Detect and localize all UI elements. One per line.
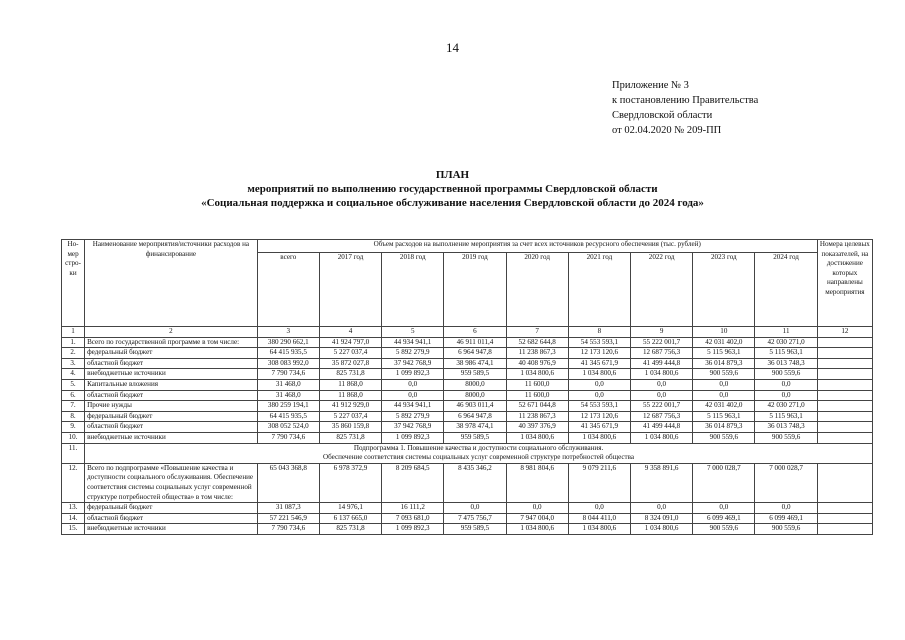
row-value: 44 934 941,1: [382, 337, 444, 348]
row-value: 1 034 800,6: [568, 432, 630, 443]
row-name: областной бюджет: [85, 422, 258, 433]
row-number: 6.: [62, 390, 85, 401]
row-value: 0,0: [755, 390, 817, 401]
row-value: 35 872 027,8: [319, 358, 381, 369]
column-number: 2: [85, 327, 258, 338]
row-value: 46 903 011,4: [444, 401, 506, 412]
row-value: 16 111,2: [382, 503, 444, 514]
subprogram-line: Обеспечение соответствия системы социальных услуг современной структуре потребностей общества: [323, 453, 635, 462]
row-value: 6 137 665,0: [319, 513, 381, 524]
table-row: [62, 432, 873, 443]
row-value: 12 173 120,6: [568, 411, 630, 422]
row-value: 6 978 372,9: [319, 463, 381, 502]
row-value: 959 589,5: [444, 432, 506, 443]
row-value: [817, 432, 872, 443]
row-value: 5 115 963,1: [755, 348, 817, 359]
row-number: 2.: [62, 348, 85, 359]
header-year: 2024 год: [755, 253, 817, 327]
row-value: 8000,0: [444, 390, 506, 401]
subprogram-row: [62, 443, 873, 463]
header-year: 2022 год: [631, 253, 693, 327]
row-value: 0,0: [568, 503, 630, 514]
table-row: [62, 524, 873, 535]
row-value: 31 468,0: [257, 390, 319, 401]
table-row: [62, 348, 873, 359]
row-value: 0,0: [506, 503, 568, 514]
row-value: [817, 411, 872, 422]
row-value: 11 868,0: [319, 379, 381, 390]
row-value: 0,0: [382, 390, 444, 401]
row-name: областной бюджет: [85, 358, 258, 369]
row-value: 7 000 028,7: [755, 463, 817, 502]
row-value: [817, 369, 872, 380]
row-value: 0,0: [755, 503, 817, 514]
row-value: 14 976,1: [319, 503, 381, 514]
header-row-number: Но-мер стро-ки: [62, 240, 85, 327]
row-value: 900 559,6: [693, 369, 755, 380]
row-value: 1 099 892,3: [382, 432, 444, 443]
row-value: 1 034 800,6: [631, 369, 693, 380]
row-value: 0,0: [631, 503, 693, 514]
row-value: 41 345 671,9: [568, 422, 630, 433]
row-value: 7 475 756,7: [444, 513, 506, 524]
row-value: 959 589,5: [444, 369, 506, 380]
row-value: 900 559,6: [755, 369, 817, 380]
row-value: 37 942 768,9: [382, 422, 444, 433]
table-row: [62, 337, 873, 348]
row-name: федеральный бюджет: [85, 348, 258, 359]
row-value: 5 227 037,4: [319, 411, 381, 422]
row-value: 0,0: [568, 379, 630, 390]
row-value: 1 034 800,6: [631, 524, 693, 535]
row-name: областной бюджет: [85, 390, 258, 401]
row-value: 11 600,0: [506, 390, 568, 401]
header-year: 2023 год: [693, 253, 755, 327]
row-value: 0,0: [444, 503, 506, 514]
row-number: 4.: [62, 369, 85, 380]
row-value: 38 986 474,1: [444, 358, 506, 369]
row-value: 7 947 004,0: [506, 513, 568, 524]
column-number: 11: [755, 327, 817, 338]
row-value: 38 978 474,1: [444, 422, 506, 433]
row-value: [817, 503, 872, 514]
row-value: 0,0: [693, 503, 755, 514]
row-value: 36 014 879,3: [693, 422, 755, 433]
row-value: 959 589,5: [444, 524, 506, 535]
row-value: 1 034 800,6: [568, 369, 630, 380]
row-value: 6 964 947,8: [444, 411, 506, 422]
row-value: 40 397 376,9: [506, 422, 568, 433]
row-value: 36 013 748,3: [755, 358, 817, 369]
row-value: 31 468,0: [257, 379, 319, 390]
document-title: [0, 168, 905, 210]
row-value: 9 358 891,6: [631, 463, 693, 502]
row-value: 380 259 194,1: [257, 401, 319, 412]
row-value: 65 043 368,8: [257, 463, 319, 502]
row-value: 7 790 734,6: [257, 524, 319, 535]
row-value: 0,0: [693, 379, 755, 390]
row-value: 0,0: [693, 390, 755, 401]
row-value: 308 052 524,0: [257, 422, 319, 433]
column-number: 12: [817, 327, 872, 338]
row-number: 3.: [62, 358, 85, 369]
row-value: 1 034 800,6: [631, 432, 693, 443]
row-value: 41 924 797,0: [319, 337, 381, 348]
row-name: внебюджетные источники: [85, 369, 258, 380]
row-value: 5 892 279,9: [382, 348, 444, 359]
row-value: 55 222 001,7: [631, 337, 693, 348]
row-value: 52 682 644,8: [506, 337, 568, 348]
row-number: 14.: [62, 513, 85, 524]
row-value: 54 553 593,1: [568, 401, 630, 412]
row-value: 36 014 879,3: [693, 358, 755, 369]
row-value: 40 408 976,9: [506, 358, 568, 369]
table-row: [62, 401, 873, 412]
row-number: 11.: [62, 443, 85, 463]
subprogram-title: [85, 443, 873, 463]
row-value: 42 031 402,0: [693, 337, 755, 348]
header-total: всего: [257, 253, 319, 327]
column-number: 7: [506, 327, 568, 338]
row-value: 0,0: [631, 390, 693, 401]
row-value: [817, 348, 872, 359]
row-value: 36 013 748,3: [755, 422, 817, 433]
header-year: 2019 год: [444, 253, 506, 327]
row-value: 12 687 756,3: [631, 411, 693, 422]
table-row: [62, 422, 873, 433]
row-value: 11 238 867,3: [506, 411, 568, 422]
column-number: 10: [693, 327, 755, 338]
page-number: 14: [446, 40, 459, 55]
row-value: 900 559,6: [693, 524, 755, 535]
row-value: 900 559,6: [693, 432, 755, 443]
row-value: 6 099 469,1: [693, 513, 755, 524]
row-value: 8 209 684,5: [382, 463, 444, 502]
column-number: 8: [568, 327, 630, 338]
row-name: внебюджетные источники: [85, 524, 258, 535]
row-value: 54 553 593,1: [568, 337, 630, 348]
row-value: 41 499 444,8: [631, 358, 693, 369]
row-value: 35 860 159,8: [319, 422, 381, 433]
row-value: 37 942 768,9: [382, 358, 444, 369]
header-year: 2018 год: [382, 253, 444, 327]
row-value: 41 912 929,0: [319, 401, 381, 412]
table-row: [62, 379, 873, 390]
column-number: 4: [319, 327, 381, 338]
row-value: 0,0: [631, 379, 693, 390]
row-value: 11 600,0: [506, 379, 568, 390]
row-value: 8 981 804,6: [506, 463, 568, 502]
row-value: 42 031 402,0: [693, 401, 755, 412]
row-name: внебюджетные источники: [85, 432, 258, 443]
row-value: 12 687 756,3: [631, 348, 693, 359]
table-row: [62, 390, 873, 401]
row-value: 7 000 028,7: [693, 463, 755, 502]
row-number: 7.: [62, 401, 85, 412]
row-value: [817, 422, 872, 433]
table-row: [62, 513, 873, 524]
header-row: [62, 240, 873, 253]
row-value: 7 790 734,6: [257, 432, 319, 443]
row-name: Всего по подпрограмме «Повышение качества и доступности социального обслуживания. Обеспечение соответствия системы социальных услуг современной структуре потребностей общества» в том числе:: [85, 463, 258, 502]
row-value: [817, 513, 872, 524]
appendix-line: Свердловской области: [612, 110, 713, 121]
row-value: 0,0: [568, 390, 630, 401]
subprogram-line: Подпрограмма 1. Повышение качества и доступности социального обслуживания.: [353, 443, 604, 452]
row-value: 42 030 271,0: [755, 401, 817, 412]
row-value: 12 173 120,6: [568, 348, 630, 359]
column-number: 3: [257, 327, 319, 338]
row-value: 1 099 892,3: [382, 369, 444, 380]
table-row: [62, 358, 873, 369]
table-row: [62, 503, 873, 514]
column-number: 5: [382, 327, 444, 338]
row-value: [817, 358, 872, 369]
row-value: 6 099 469,1: [755, 513, 817, 524]
row-value: 5 115 963,1: [693, 348, 755, 359]
row-name: Всего по государственной программе в том числе:: [85, 337, 258, 348]
row-value: 1 034 800,6: [506, 524, 568, 535]
row-value: 380 290 662,1: [257, 337, 319, 348]
row-number: 15.: [62, 524, 85, 535]
column-number: 9: [631, 327, 693, 338]
header-targets: Номера целевых показателей, на достижение которых направлены мероприятия: [817, 240, 872, 327]
header-year: 2020 год: [506, 253, 568, 327]
row-number: 9.: [62, 422, 85, 433]
row-name: областной бюджет: [85, 513, 258, 524]
row-value: 5 227 037,4: [319, 348, 381, 359]
appendix-line: к постановлению Правительства: [612, 95, 759, 106]
row-value: 41 499 444,8: [631, 422, 693, 433]
row-number: 13.: [62, 503, 85, 514]
column-numbers-row: [62, 327, 873, 338]
column-number: 1: [62, 327, 85, 338]
row-value: 5 892 279,9: [382, 411, 444, 422]
row-value: 8 324 091,0: [631, 513, 693, 524]
row-name: федеральный бюджет: [85, 411, 258, 422]
header-year: 2017 год: [319, 253, 381, 327]
title-line: ПЛАН: [435, 169, 470, 181]
row-value: 5 115 963,1: [755, 411, 817, 422]
row-number: 1.: [62, 337, 85, 348]
row-value: 46 911 011,4: [444, 337, 506, 348]
header-name: Наименование мероприятия/источники расходов на финансирование: [85, 240, 258, 327]
row-value: 900 559,6: [755, 432, 817, 443]
row-value: 9 079 211,6: [568, 463, 630, 502]
title-line: «Социальная поддержка и социальное обслуживание населения Свердловской области до 2024 года»: [201, 197, 704, 209]
table-row: [62, 463, 873, 502]
appendix-line: от 02.04.2020 № 209-ПП: [612, 125, 722, 136]
row-value: 825 731,8: [319, 432, 381, 443]
row-value: 7 790 734,6: [257, 369, 319, 380]
row-number: 5.: [62, 379, 85, 390]
row-value: 52 671 044,8: [506, 401, 568, 412]
row-value: 1 034 800,6: [506, 432, 568, 443]
table-row: [62, 369, 873, 380]
row-value: 8000,0: [444, 379, 506, 390]
row-value: [817, 463, 872, 502]
table-row: [62, 411, 873, 422]
row-value: 5 115 963,1: [693, 411, 755, 422]
row-value: 55 222 001,7: [631, 401, 693, 412]
row-number: 8.: [62, 411, 85, 422]
row-value: 8 044 411,0: [568, 513, 630, 524]
row-value: 7 093 681,0: [382, 513, 444, 524]
row-value: 825 731,8: [319, 524, 381, 535]
header-year: 2021 год: [568, 253, 630, 327]
row-value: 825 731,8: [319, 369, 381, 380]
row-value: 64 415 935,5: [257, 411, 319, 422]
row-value: 11 868,0: [319, 390, 381, 401]
row-value: [817, 337, 872, 348]
row-value: 41 345 671,9: [568, 358, 630, 369]
row-number: 12.: [62, 463, 85, 502]
plan-table: [61, 239, 873, 535]
row-value: [817, 379, 872, 390]
row-name: Капитальные вложения: [85, 379, 258, 390]
row-value: 11 238 867,3: [506, 348, 568, 359]
row-value: 1 034 800,6: [506, 369, 568, 380]
row-value: 0,0: [382, 379, 444, 390]
header-expense-group: Объем расходов на выполнение мероприятия за счет всех источников ресурсного обеспечения (тыс. рублей): [257, 240, 817, 253]
row-value: 900 559,6: [755, 524, 817, 535]
row-value: 42 030 271,0: [755, 337, 817, 348]
row-value: 8 435 346,2: [444, 463, 506, 502]
row-value: 57 221 546,9: [257, 513, 319, 524]
row-name: федеральный бюджет: [85, 503, 258, 514]
appendix-line: Приложение № 3: [612, 80, 689, 91]
row-value: 64 415 935,5: [257, 348, 319, 359]
row-value: [817, 401, 872, 412]
row-number: 10.: [62, 432, 85, 443]
row-value: [817, 524, 872, 535]
row-value: 44 934 941,1: [382, 401, 444, 412]
title-line: мероприятий по выполнению государственной программы Свердловской области: [247, 183, 658, 195]
row-value: 0,0: [755, 379, 817, 390]
row-value: 1 034 800,6: [568, 524, 630, 535]
row-value: 6 964 947,8: [444, 348, 506, 359]
column-number: 6: [444, 327, 506, 338]
row-value: 308 083 992,0: [257, 358, 319, 369]
row-name: Прочие нужды: [85, 401, 258, 412]
row-value: 31 087,3: [257, 503, 319, 514]
row-value: 1 099 892,3: [382, 524, 444, 535]
appendix-block: [612, 78, 758, 138]
row-value: [817, 390, 872, 401]
